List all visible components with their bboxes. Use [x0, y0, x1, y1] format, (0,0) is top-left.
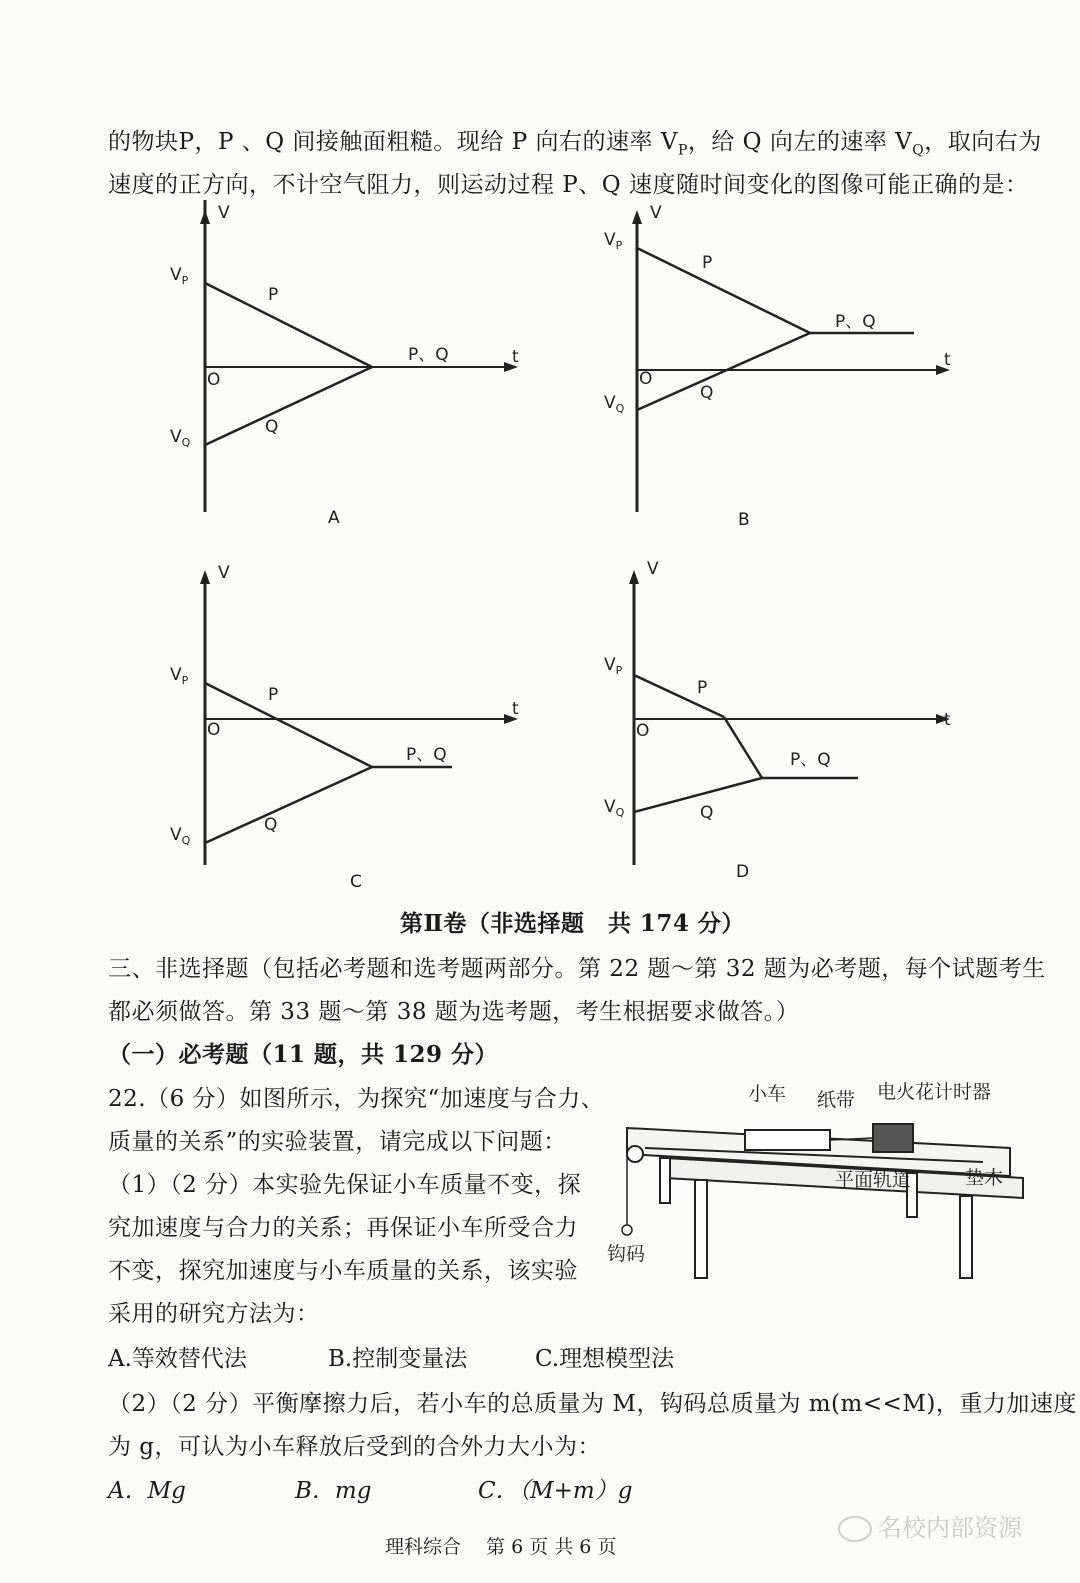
svg-text:V: V — [218, 563, 230, 583]
timer-shape — [873, 1124, 913, 1152]
label-hook: 钩码 — [607, 1243, 646, 1265]
vp-label: $V_P$ — [170, 265, 189, 287]
required-heading: （一）必考题（11 题，共 129 分） — [108, 1041, 499, 1068]
line-q — [634, 778, 762, 812]
caption-d: D — [736, 862, 750, 882]
q22-sub1-line-3: 不变，探究加速度与小车质量的关系，该实验 — [108, 1258, 578, 1284]
line-p-1 — [634, 675, 724, 717]
cart-shape — [745, 1130, 830, 1150]
label-cart: 小车 — [748, 1083, 787, 1105]
intro-line-2: 速度的正方向，不计空气阻力，则运动过程 P、Q 速度随时间变化的图像可能正确的是： — [108, 172, 1029, 198]
svg-text:VP: $V_P$ — [604, 230, 623, 252]
svg-text:VQ: $V_Q$ — [170, 825, 191, 847]
label-block: 垫木 — [965, 1167, 1004, 1189]
section2-title: 第Ⅱ卷（非选择题 共 174 分） — [400, 910, 745, 937]
label-tape: 纸带 — [817, 1089, 856, 1111]
q-label: Q — [265, 417, 279, 437]
graph-a — [160, 200, 540, 534]
svg-text:VP: $V_P$ — [170, 665, 189, 687]
label-timer: 电火花计时器 — [877, 1081, 992, 1103]
q22-sub1-line-2: 究加速度与合力的关系；再保证小车所受合力 — [108, 1215, 578, 1241]
vq-label: $V_Q$ — [170, 427, 191, 449]
experiment-figure — [605, 1078, 1035, 1287]
svg-text:P、Q: P、Q — [790, 750, 831, 770]
svg-text:t: t — [944, 710, 951, 730]
svg-text:Q: Q — [700, 383, 714, 403]
svg-text:P: P — [702, 253, 713, 273]
caption-b: B — [738, 510, 750, 530]
svg-text:P: P — [697, 678, 708, 698]
hook-weight-shape — [622, 1225, 632, 1235]
q22-sub1-line-4: 采用的研究方法为： — [108, 1301, 320, 1327]
q22-line-1: 22.（6 分）如图所示，为探究“加速度与合力、 — [108, 1086, 605, 1112]
graph-b — [592, 200, 972, 534]
line-q — [637, 333, 810, 410]
svg-text:P: P — [268, 685, 279, 705]
svg-text:Q: Q — [700, 803, 714, 823]
pq-label: P、Q — [408, 345, 449, 365]
part3-line-2: 都必须做答。第 33 题～第 38 题为选考题，考生根据要求做答。） — [108, 999, 800, 1025]
line-p — [205, 683, 372, 767]
line-q — [205, 767, 372, 843]
svg-text:VQ: $V_Q$ — [604, 797, 625, 819]
svg-text:VP: $V_P$ — [604, 655, 623, 677]
svg-text:Q: Q — [264, 815, 278, 835]
p-label: P — [268, 285, 279, 305]
v-axis-label: V — [218, 203, 230, 223]
q22-sub1-line-1: （1）（2 分）本实验先保证小车质量不变，探 — [108, 1172, 582, 1198]
wechat-icon — [838, 1516, 872, 1542]
intro-line-1: 的物块P，P 、Q 间接触面粗糙。现给 P 向右的速率 $V_P$，给 Q 向左的速率 $V_Q$，取向右为 — [108, 129, 1042, 159]
answer-b: B．mg — [295, 1478, 372, 1504]
svg-text:V: V — [650, 203, 662, 223]
caption-c: C — [350, 872, 362, 892]
answer-c: C．（M+m）g — [478, 1478, 633, 1504]
t-axis-label: t — [512, 347, 519, 367]
line-q — [205, 367, 372, 445]
line-p — [205, 283, 372, 367]
svg-text:t: t — [944, 350, 951, 370]
svg-text:t: t — [512, 699, 519, 719]
pulley-shape — [627, 1146, 643, 1162]
svg-text:VQ: $V_Q$ — [604, 393, 625, 415]
q22-sub2-line-2: 为 g，可认为小车释放后受到的合外力大小为： — [108, 1434, 602, 1460]
caption-a: A — [328, 508, 340, 528]
graph-d — [592, 560, 972, 894]
svg-text:O: O — [207, 720, 221, 740]
line-p-2 — [724, 717, 762, 778]
svg-text:O: O — [639, 369, 653, 389]
q22-sub2-line-1: （2）（2 分）平衡摩擦力后，若小车的总质量为 M，钩码总质量为 m(m<<M)，重力加速度 — [108, 1391, 1077, 1417]
line-p — [637, 248, 810, 333]
label-track: 平面轨道 — [835, 1169, 912, 1191]
q22-line-2: 质量的关系”的实验装置，请完成以下问题： — [108, 1129, 567, 1155]
option-c: C.理想模型法 — [535, 1346, 675, 1372]
svg-text:V: V — [647, 559, 659, 579]
part3-line-1: 三、非选择题（包括必考题和选考题两部分。第 22 题～第 32 题为必考题，每个试题考生 — [108, 956, 1046, 982]
svg-text:P、Q: P、Q — [835, 312, 876, 332]
answer-a: A．Mg — [108, 1478, 186, 1504]
svg-text:P、Q: P、Q — [406, 745, 447, 765]
origin-label: O — [207, 370, 221, 390]
page-footer: 理科综合 第 6 页 共 6 页 — [385, 1536, 617, 1558]
graph-c — [160, 560, 540, 894]
watermark: 名校内部资源 — [838, 1508, 1022, 1543]
option-b: B.控制变量法 — [328, 1346, 468, 1372]
option-a: A.等效替代法 — [108, 1346, 247, 1372]
svg-text:O: O — [636, 721, 650, 741]
